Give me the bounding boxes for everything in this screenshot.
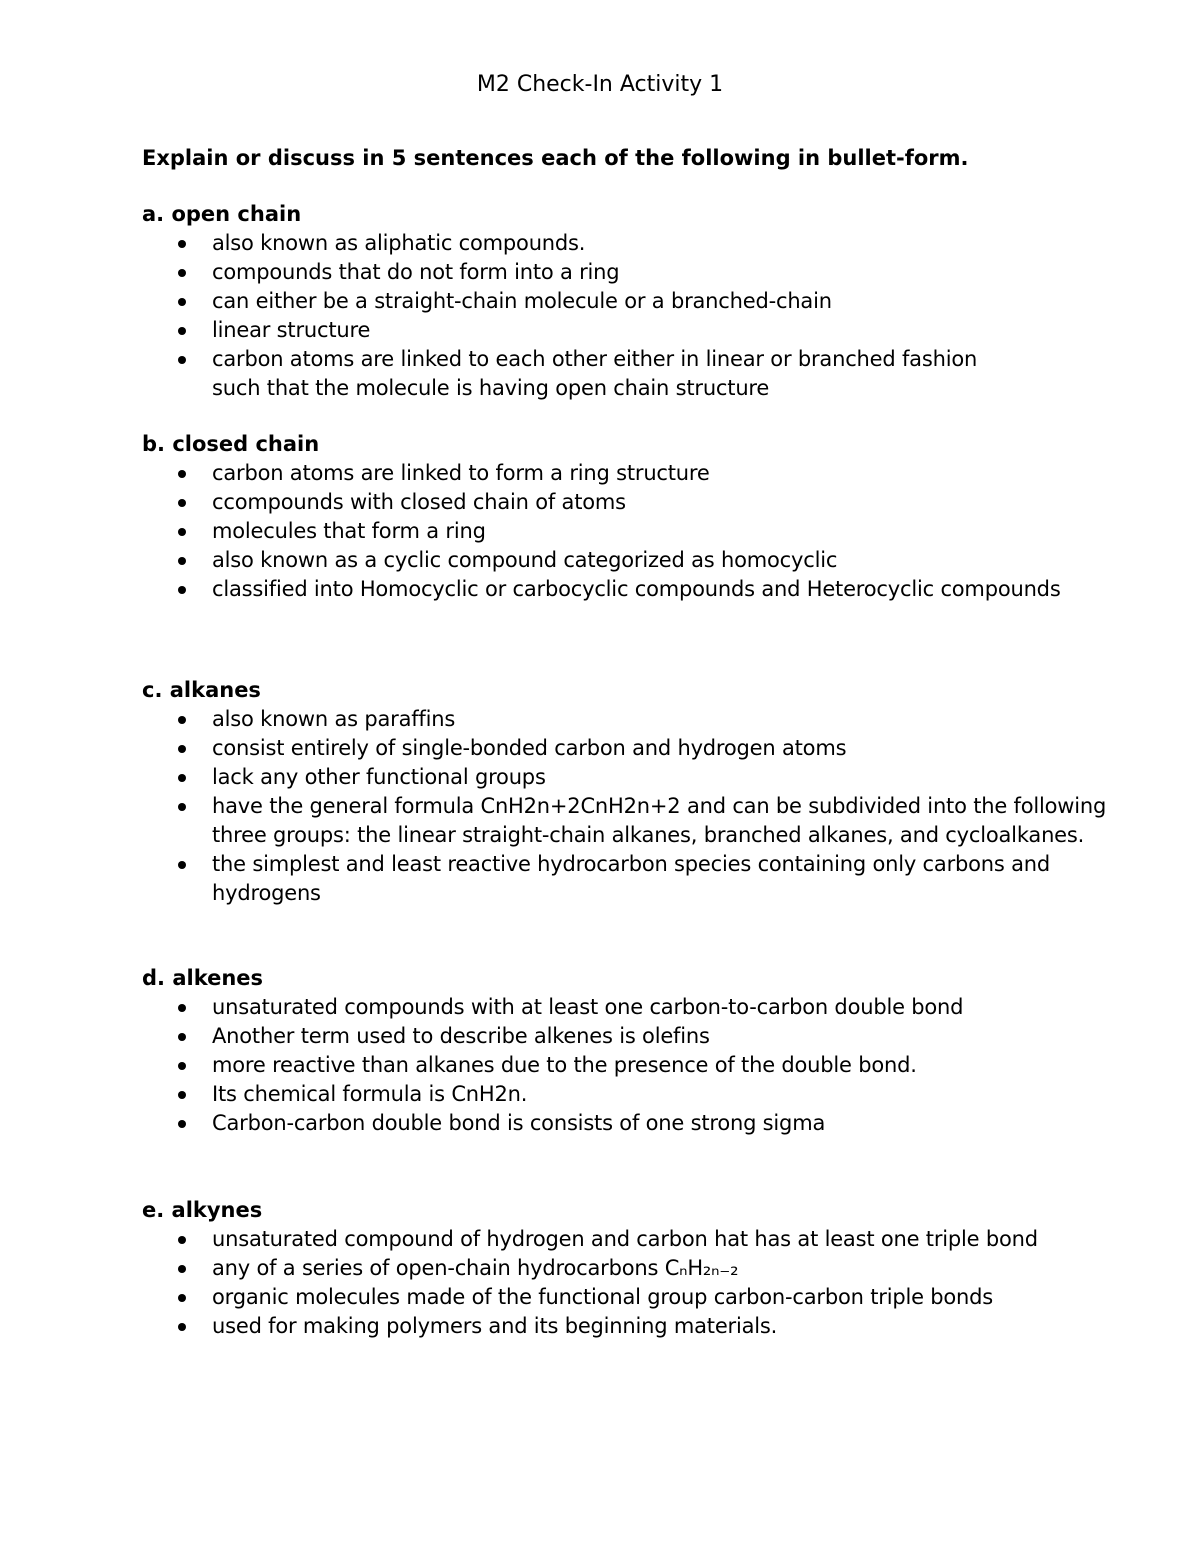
- list-item-text: carbon atoms are linked to each other either in linear or branched fashion such that the molecule is having open chain structure: [212, 347, 978, 400]
- section-open-chain: [142, 200, 1072, 403]
- bullet-icon: [178, 327, 186, 335]
- list-item-text: also known as paraffins: [212, 707, 456, 731]
- list-item-text: unsaturated compound of hydrogen and carbon hat has at least one triple bond: [212, 1227, 1038, 1251]
- list-item-text: can either be a straight-chain molecule or a branched-chain: [212, 289, 832, 313]
- bullet-icon: [178, 716, 186, 724]
- list-item-text: carbon atoms are linked to form a ring structure: [212, 461, 710, 485]
- list-item: [142, 993, 1072, 1022]
- bullet-list: [142, 229, 1072, 403]
- list-item-text: classified into Homocyclic or carbocyclic compounds and Heterocyclic compounds: [212, 577, 1061, 601]
- list-item: [142, 734, 1072, 763]
- list-item-text: Carbon-carbon double bond is consists of one strong sigma: [212, 1111, 826, 1135]
- list-item: [142, 517, 1072, 546]
- bullet-icon: [178, 269, 186, 277]
- bullet-icon: [178, 1120, 186, 1128]
- list-item-text: Another term used to describe alkenes is olefins: [212, 1024, 710, 1048]
- list-item-text: more reactive than alkanes due to the presence of the double bond.: [212, 1053, 917, 1077]
- list-item: [142, 1225, 1042, 1254]
- list-item: [142, 850, 1072, 908]
- list-item-text: the simplest and least reactive hydrocarbon species containing only carbons and hydrogens: [212, 852, 1051, 905]
- bullet-icon: [178, 1236, 186, 1244]
- bullet-icon: [178, 528, 186, 536]
- list-item-text: also known as a cyclic compound categorized as homocyclic: [212, 548, 838, 572]
- section-heading: c. alkanes: [142, 678, 261, 702]
- list-item: [142, 459, 1072, 488]
- bullet-icon: [178, 470, 186, 478]
- list-item-text: lack any other functional groups: [212, 765, 546, 789]
- bullet-icon: [178, 586, 186, 594]
- list-item-text: organic molecules made of the functional group carbon-carbon triple bonds: [212, 1285, 994, 1309]
- list-item-text: consist entirely of single-bonded carbon and hydrogen atoms: [212, 736, 847, 760]
- list-item: [142, 705, 1072, 734]
- section-heading: d. alkenes: [142, 966, 264, 990]
- section-heading: e. alkynes: [142, 1198, 263, 1222]
- list-item-text: any of a series of open-chain hydrocarbons CₙH₂ₙ₋₂: [212, 1256, 739, 1280]
- bullet-icon: [178, 356, 186, 364]
- list-item-text: ccompounds with closed chain of atoms: [212, 490, 626, 514]
- bullet-icon: [178, 1294, 186, 1302]
- bullet-icon: [178, 745, 186, 753]
- section-heading: a. open chain: [142, 202, 302, 226]
- bullet-icon: [178, 1062, 186, 1070]
- bullet-icon: [178, 1033, 186, 1041]
- bullet-icon: [178, 240, 186, 248]
- list-item: [142, 229, 972, 258]
- list-item: [142, 792, 1128, 850]
- section-closed-chain: [142, 430, 1072, 604]
- bullet-list: [142, 705, 1107, 908]
- bullet-list: [142, 459, 1072, 604]
- bullet-icon: [178, 861, 186, 869]
- bullet-icon: [178, 1091, 186, 1099]
- section-alkenes: [142, 964, 1072, 1138]
- bullet-list: [142, 1225, 1072, 1341]
- list-item-text: unsaturated compounds with at least one carbon-to-carbon double bond: [212, 995, 964, 1019]
- list-item-text: Its chemical formula is CnH2n.: [212, 1082, 528, 1106]
- bullet-icon: [178, 1004, 186, 1012]
- list-item: [142, 287, 1012, 316]
- list-item: [142, 1051, 1112, 1080]
- bullet-icon: [178, 1265, 186, 1273]
- list-item: [142, 1312, 1098, 1341]
- section-heading: b. closed chain: [142, 432, 320, 456]
- page-title: M2 Check-In Activity 1: [476, 72, 724, 97]
- section-alkynes: [142, 1196, 1072, 1341]
- list-item: [142, 763, 1072, 792]
- list-item: [142, 258, 972, 287]
- bullet-icon: [178, 1323, 186, 1331]
- list-item-text: molecules that form a ring: [212, 519, 486, 543]
- list-item: [142, 316, 972, 345]
- list-item-text: also known as aliphatic compounds.: [212, 231, 586, 255]
- list-item: [142, 575, 1128, 604]
- bullet-icon: [178, 557, 186, 565]
- list-item: [142, 1022, 1072, 1051]
- list-item-text: have the general formula CnH2n+2CnH2n+2 and can be subdivided into the following three groups: the linear straight-chain alkanes, branched alkanes, and cycloalkanes.: [212, 794, 1107, 847]
- bullet-icon: [178, 499, 186, 507]
- list-item: [142, 488, 1072, 517]
- list-item: [142, 546, 1072, 575]
- list-item: [142, 345, 992, 403]
- list-item: [142, 1080, 1072, 1109]
- section-alkanes: [142, 676, 1107, 908]
- bullet-icon: [178, 803, 186, 811]
- list-item: [142, 1283, 1098, 1312]
- list-item-text: linear structure: [212, 318, 371, 342]
- bullet-list: [142, 993, 1072, 1138]
- list-item-text: compounds that do not form into a ring: [212, 260, 620, 284]
- bullet-icon: [178, 298, 186, 306]
- list-item: [142, 1254, 1072, 1283]
- list-item-text: used for making polymers and its beginning materials.: [212, 1314, 778, 1338]
- list-item: [142, 1109, 1072, 1138]
- bullet-icon: [178, 774, 186, 782]
- instruction-text: Explain or discuss in 5 sentences each of the following in bullet-form.: [142, 146, 969, 170]
